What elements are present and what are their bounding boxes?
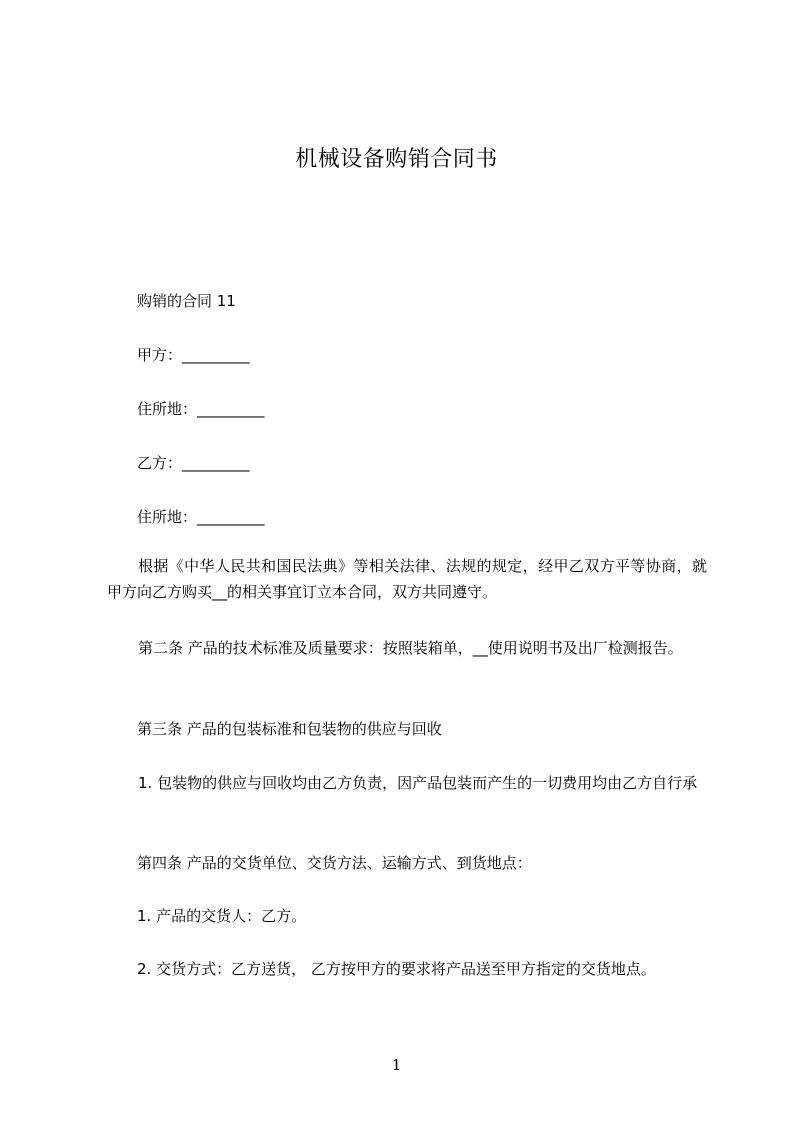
article-2-paragraph: 第二条 产品的技术标准及质量要求：按照装箱单，__使用说明书及出厂检测报告。 [138, 639, 683, 657]
party-b-field: 乙方：_________ [137, 454, 250, 472]
article-4-item-1: 1. 产品的交货人：乙方。 [137, 907, 307, 925]
contract-subtitle: 购销的合同 11 [137, 292, 236, 310]
article-3-item-1: 1. 包装物的供应与回收均由乙方负责，因产品包装而产生的一切费用均由乙方自行承 [138, 774, 698, 792]
article-3-heading: 第三条 产品的包装标准和包装物的供应与回收 [137, 720, 442, 738]
document-title: 机械设备购销合同书 [295, 147, 498, 172]
article-4-heading: 第四条 产品的交货单位、交货方法、运输方式、到货地点： [137, 854, 532, 872]
intro-paragraph: 根据《中华人民共和国民法典》等相关法律、法规的规定，经甲乙双方平等协商，就甲方向乙方购买__的相关事宜订立本合同，双方共同遵守。 [107, 557, 707, 601]
party-a-address-field: 住所地：_________ [137, 400, 265, 418]
party-a-field: 甲方：_________ [137, 346, 250, 364]
page-number: 1 [391, 1056, 402, 1074]
party-b-address-field: 住所地：_________ [137, 508, 265, 526]
article-4-item-2: 2. 交货方式：乙方送货， 乙方按甲方的要求将产品送至甲方指定的交货地点。 [137, 960, 656, 978]
